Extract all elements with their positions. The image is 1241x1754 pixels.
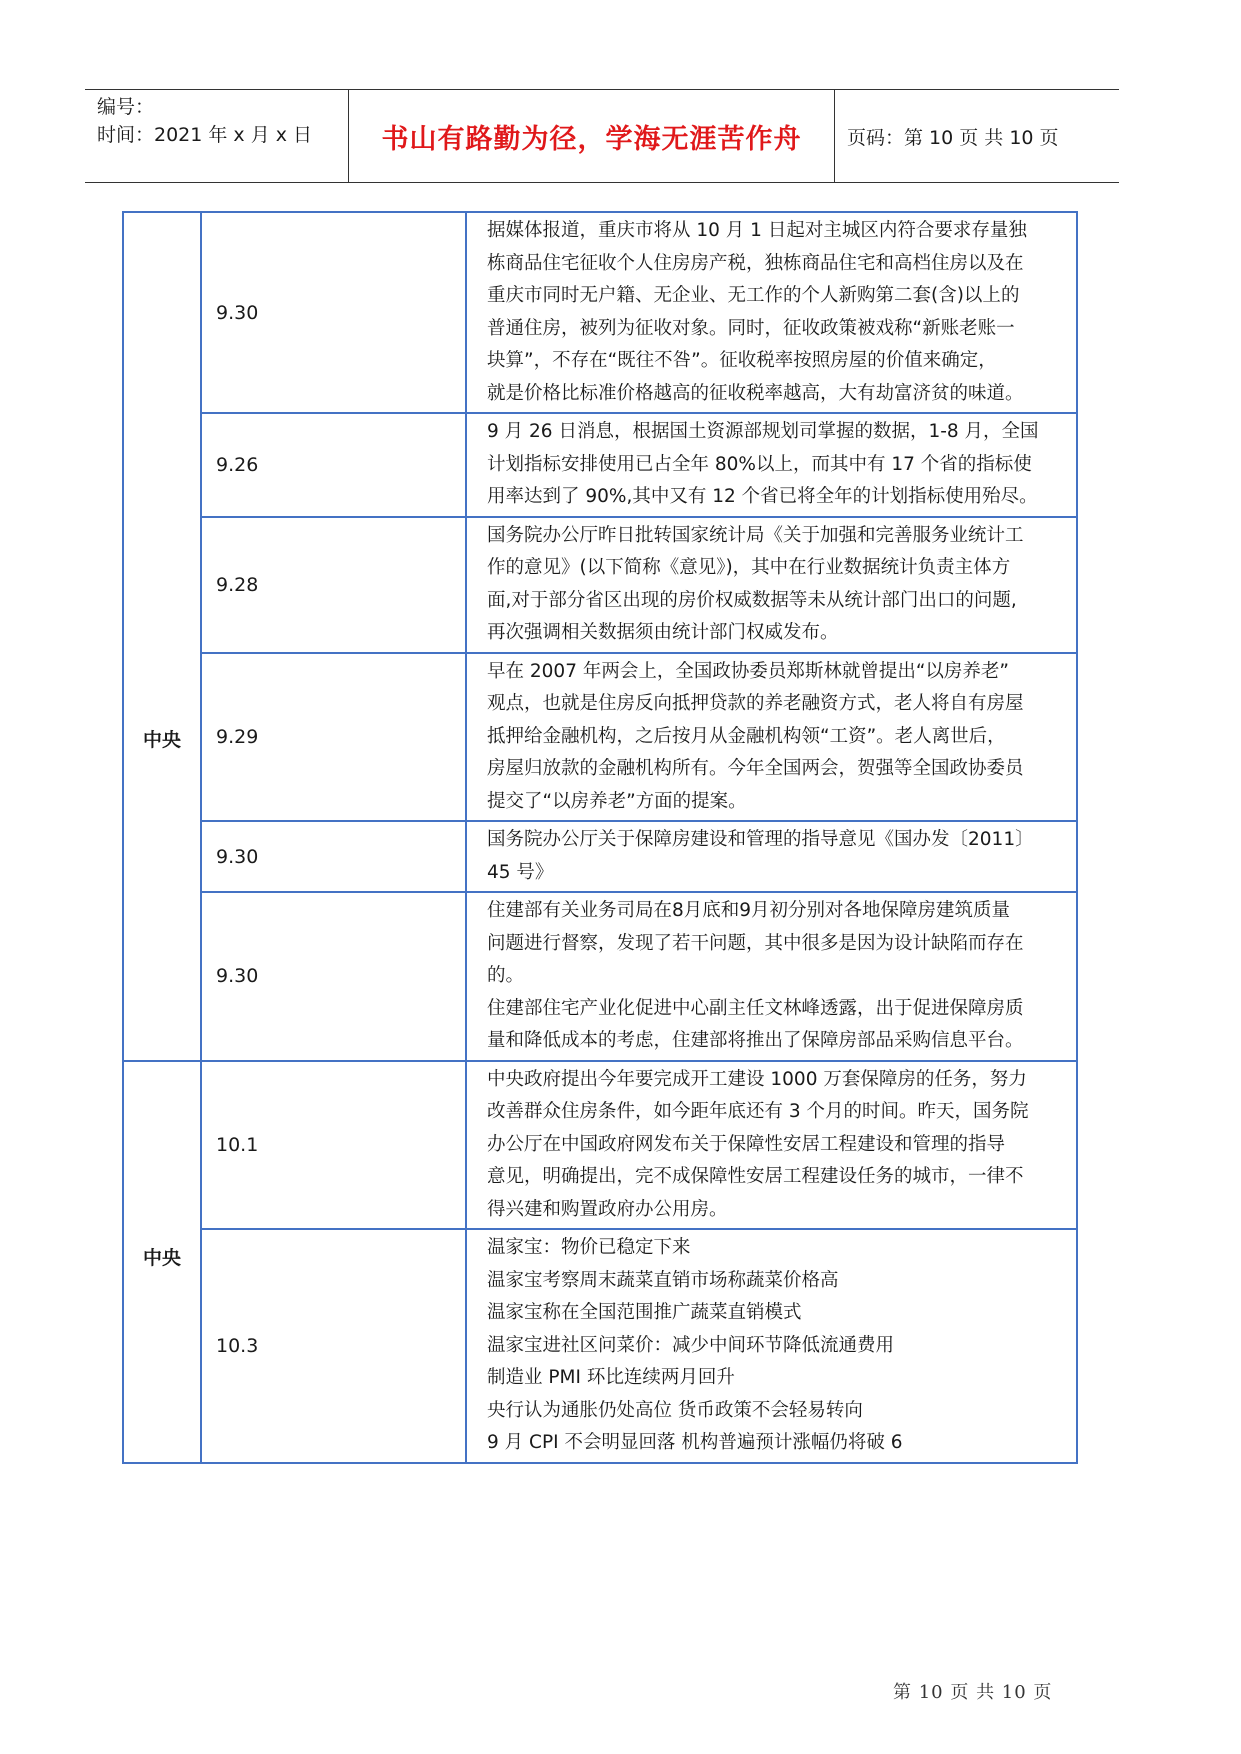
content-cell (466, 653, 1077, 822)
date-cell: 10.3 (201, 1229, 466, 1463)
content-line: 面,对于部分省区出现的房价权威数据等未从统计部门出口的问题, (487, 589, 1017, 611)
content-line: 早在 2007 年两会上，全国政协委员郑斯林就曾提出“以房养老” (487, 660, 1010, 682)
news-table-body (123, 212, 1077, 1463)
table-row (123, 212, 1077, 413)
table-row (123, 821, 1077, 892)
content-line: 用率达到了 90%,其中又有 12 个省已将全年的计划指标使用殆尽。 (487, 486, 1038, 507)
content-line: 就是价格比标准价格越高的征收税率越高，大有劫富济贫的味道。 (487, 382, 1024, 404)
content-line: 改善群众住房条件，如今距年底还有 3 个月的时间。昨天，国务院 (487, 1101, 1029, 1122)
content-line: 办公厅在中国政府网发布关于保障性安居工程建设和管理的指导 (487, 1133, 1006, 1155)
content-cell (466, 517, 1077, 653)
date-cell: 9.26 (201, 413, 466, 517)
content-line: 住建部住宅产业化促进中心副主任文林峰透露，出于促进保障房质 (487, 997, 1024, 1019)
content-line: 的。 (487, 965, 525, 986)
content-line: 计划指标安排使用已占全年 80%以上，而其中有 17 个省的指标使 (487, 453, 1032, 475)
content-cell (466, 892, 1077, 1061)
content-line: 栋商品住宅征收个人住房房产税，独栋商品住宅和高档住房以及在 (487, 252, 1024, 274)
table-row (123, 1061, 1077, 1230)
content-line: 据媒体报道，重庆市将从 10 月 1 日起对主城区内符合要求存量独 (487, 220, 1027, 241)
region-label: 中央 (142, 729, 181, 752)
date-cell: 10.1 (201, 1061, 466, 1230)
content-line: 意见，明确提出，完不成保障性安居工程建设任务的城市，一律不 (487, 1166, 1024, 1187)
content-line: 块算”，不存在“既往不咎”。征收税率按照房屋的价值来确定， (487, 350, 997, 371)
time-label: 时间：2021 年 x 月 x 日 (97, 124, 313, 146)
header-page-info: 页码：第 10 页 共 10 页 (847, 126, 1059, 149)
content-line: 中央政府提出今年要完成开工建设 1000 万套保障房的任务，努力 (487, 1068, 1027, 1090)
date-cell: 9.29 (201, 653, 466, 822)
content-line: 提交了“以房养老”方面的提案。 (487, 790, 747, 812)
content-line: 9 月 CPI 不会明显回落 机构普遍预计涨幅仍将破 6 (487, 1432, 903, 1453)
news-table (122, 211, 1078, 1464)
content-line: 重庆市同时无户籍、无企业、无工作的个人新购第二套(含)以上的 (487, 285, 1020, 306)
content-line: 温家宝称在全国范围推广蔬菜直销模式 (487, 1302, 802, 1323)
region-cell (123, 212, 201, 413)
content-line: 国务院办公厅关于保障房建设和管理的指导意见《国办发〔2011〕 (487, 829, 1034, 850)
content-cell (466, 212, 1077, 413)
content-line: 房屋归放款的金融机构所有。今年全国两会，贺强等全国政协委员 (487, 758, 1024, 779)
content-line: 温家宝考察周末蔬菜直销市场称蔬菜价格高 (487, 1269, 839, 1291)
content-line: 普通住房，被列为征收对象。同时，征收政策被戏称“新账老账一 (487, 317, 1015, 339)
page-header (85, 89, 1119, 183)
content-line: 央行认为通胀仍处高位 货币政策不会轻易转向 (487, 1399, 863, 1421)
table-row (123, 892, 1077, 1061)
region-cell (123, 413, 201, 1061)
content-line: 观点，也就是住房反向抵押贷款的养老融资方式，老人将自有房屋 (487, 693, 1024, 714)
content-line: 再次强调相关数据须由统计部门权威发布。 (487, 622, 839, 643)
date-cell: 9.28 (201, 517, 466, 653)
content-cell (466, 1229, 1077, 1463)
date-cell: 9.30 (201, 212, 466, 413)
region-label: 中央 (142, 1246, 181, 1269)
content-line: 国务院办公厅昨日批转国家统计局《关于加强和完善服务业统计工 (487, 524, 1024, 546)
content-line: 抵押给金融机构，之后按月从金融机构领“工资”。老人离世后， (487, 725, 1006, 747)
date-cell: 9.30 (201, 892, 466, 1061)
content-line: 量和降低成本的考虑，住建部将推出了保障房部品采购信息平台。 (487, 1030, 1024, 1051)
content-line: 温家宝进社区问菜价：减少中间环节降低流通费用 (487, 1334, 895, 1356)
content-line: 9 月 26 日消息，根据国土资源部规划司掌握的数据，1-8 月，全国 (487, 421, 1039, 442)
content-cell (466, 1061, 1077, 1230)
header-meta (85, 90, 349, 182)
content-line: 作的意见》(以下简称《意见》)，其中在行业数据统计负责主体方 (487, 557, 1011, 578)
content-line: 45 号》 (487, 861, 554, 883)
table-row (123, 653, 1077, 822)
content-line: 温家宝：物价已稳定下来 (487, 1237, 691, 1258)
content-line: 问题进行督察，发现了若干问题，其中很多是因为设计缺陷而存在 (487, 932, 1024, 954)
content-line: 住建部有关业务司局在8月底和9月初分别对各地保障房建筑质量 (487, 900, 1011, 921)
header-motto: 书山有路勤为径，学海无涯苦作舟 (349, 90, 835, 182)
content-line: 得兴建和购置政府办公用房。 (487, 1198, 728, 1220)
page-footer: 第 10 页 共 10 页 (893, 1682, 1053, 1703)
content-cell (466, 413, 1077, 517)
date-cell: 9.30 (201, 821, 466, 892)
table-row (123, 413, 1077, 517)
table-row (123, 1229, 1077, 1463)
region-cell (123, 1061, 201, 1463)
content-cell (466, 821, 1077, 892)
content-line: 制造业 PMI 环比连续两月回升 (487, 1367, 735, 1388)
table-row (123, 517, 1077, 653)
number-label: 编号： (97, 96, 155, 118)
